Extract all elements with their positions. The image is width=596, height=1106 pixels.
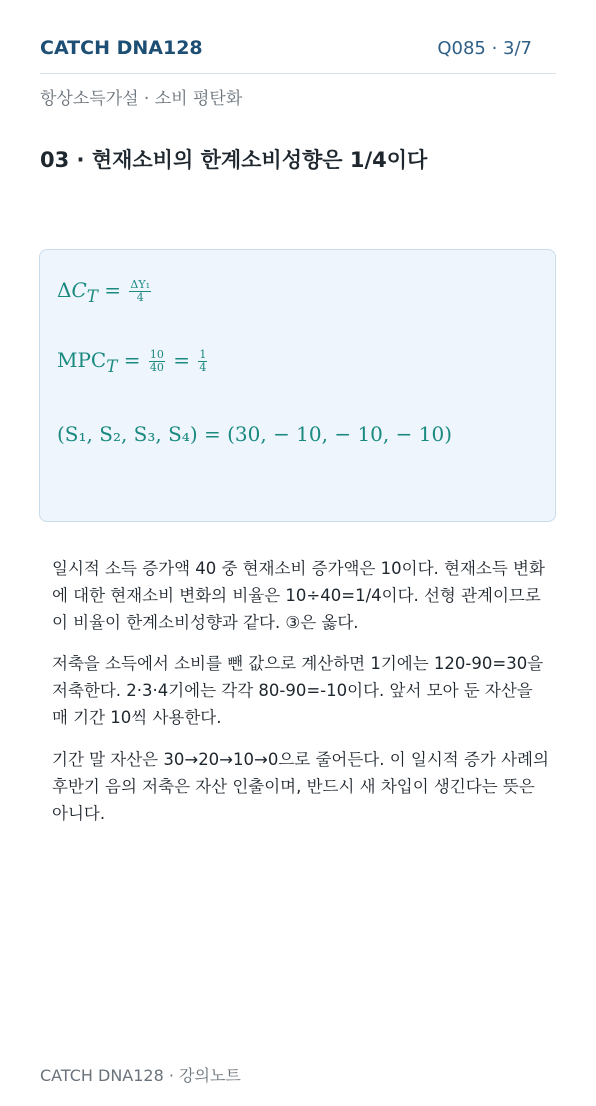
explanation-paragraph: 일시적 소득 증가액 40 중 현재소비 증가액은 10이다. 현재소득 변화에 대한 현재소비 변화의 비율은 10÷40=1/4이다. 선형 관계이므로 이 비율이 한계소비성향과 같다. ③은 옳다. — [52, 559, 545, 632]
page-title: 03 · 현재소비의 한계소비성향은 1/4이다 — [40, 148, 428, 172]
explanation-paragraph: 기간 말 자산은 30→20→10→0으로 줄어든다. 이 일시적 증가 사례의 후반기 음의 저축은 자산 인출이며, 반드시 새 차입이 생긴다는 뜻은 아니다. — [52, 750, 549, 823]
topic-subtitle: 항상소득가설 · 소비 평탄화 — [40, 89, 243, 109]
brand-title: CATCH DNA128 — [40, 37, 203, 59]
formula-box — [39, 249, 556, 522]
formula-mpc: $MPC_T$ = $\frac{10}{40}$ = $\frac{1}{4}$ — [57, 348, 207, 376]
formula-delta-c: $\Delta C_T$ = $\frac{\text{ΔY₁}}{4}$ — [57, 278, 150, 306]
fraction: $\frac{10}{40}$ — [149, 348, 164, 374]
explanation-paragraph: 저축을 소득에서 소비를 뺀 값으로 계산하면 1기에는 120-90=30을 저축한다. 2·3·4기에는 각각 80-90=-10이다. 앞서 모아 둔 자산을 매 기간 10씩 사용한다. — [52, 654, 544, 727]
fraction: $\frac{\text{ΔY₁}}{4}$ — [130, 278, 150, 304]
formula-savings: (S₁, S₂, S₃, S₄) = (30, − 10, − 10, − 10) — [57, 422, 452, 446]
fraction: $\frac{1}{4}$ — [199, 348, 207, 374]
page-footer: CATCH DNA128 · 강의노트 — [40, 1066, 241, 1085]
page-header — [40, 37, 556, 74]
question-number: Q085 · 3/7 — [437, 38, 532, 59]
